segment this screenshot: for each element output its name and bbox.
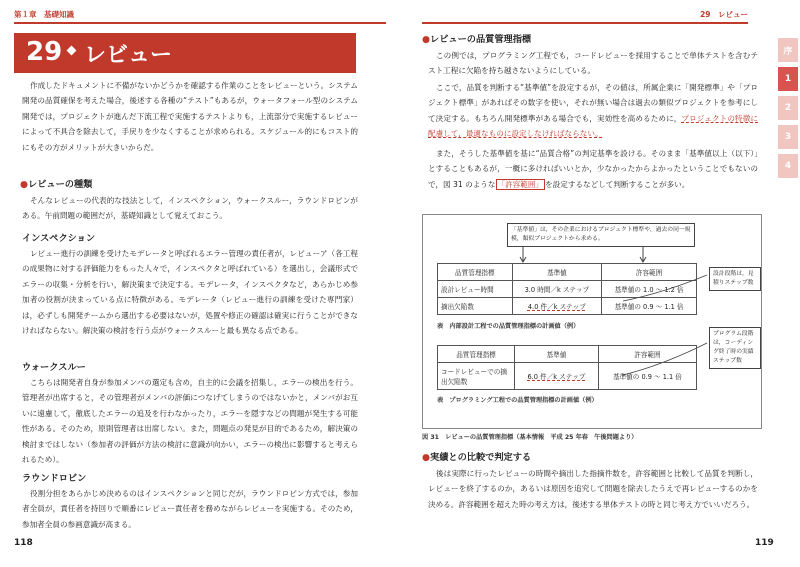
side-tab-4[interactable]: 4 — [778, 154, 798, 178]
table-cell: 摘出欠陥数 — [438, 298, 513, 315]
table-cell: 設計レビュー時間 — [438, 281, 513, 298]
table-header-cell: 品質管理指標 — [438, 264, 513, 281]
side-tabs — [778, 38, 798, 178]
highlight-text: プロジェクトの特徴に配慮して，最適なものに設定しなければならない。 — [428, 113, 758, 139]
header-rule — [422, 22, 748, 24]
table-row — [438, 363, 697, 390]
table-header-cell: 許容範囲 — [602, 264, 697, 281]
inspection-paragraph: レビュー進行の訓練を受けたモデレータと呼ばれるエラー管理の責任者が，レビューア（各工程の成果物に対する評価能力をもった人々で，インスペクタと呼ばれている）を選出し，会議形式でエラーの収集・分析を行い，解決策まで決定する。モデレータ，インスペクタなど，あらかじめ参加者の役割が決まっている点に特徴がある。モデレータ（レビュー進行の訓練を受けた専門家）は，必ずしも開発チームから選出する必要はないが，処置や修正の確認は確実に行うことができなければならない。解決策の検討を行う点がウォークスルーと最も異なる点である。 — [22, 249, 358, 336]
table-cell: コードレビューでの摘出欠陥数 — [438, 363, 515, 390]
table-cell: 基準値の 0.9 〜 1.1 倍 — [598, 363, 696, 390]
subheading-inspection: インスペクション — [22, 233, 96, 244]
side-tab-1[interactable]: 1 — [778, 67, 798, 91]
right-page — [400, 0, 800, 567]
section-heading-compare: ●実績との比較で判定する — [422, 452, 532, 463]
table-header-row — [438, 346, 697, 363]
quality-paragraph-1: この例では，プログラミング工程でも，コードレビューを採用することで単体テストを含むテスト工程に欠陥を持ち越さないようにしている。 — [428, 51, 758, 76]
quality-paragraph-3: また，そうした基準値を基に“品質合格”の判定基準を設ける。そのまま「基準値以上（以下）」とすることもあるが，一概に多ければいいとか，少なかったからよかったということでもないので，図 31 のような 「許容範囲」 を設定するなどして判断することが多い。 — [428, 149, 758, 189]
table1-caption: 表 内部設計工程での品質管理指標の計画値（例） — [437, 323, 580, 330]
walkthrough-paragraph: こちらは開発者自身が参加メンバの選定も含め，自主的に会議を招集し，エラーの検出を行う。管理者が出席すると，その管理者がメンバの評価につなげてしまうのではないかと，メンバがお互いに遠慮して，徹底したエラーの追及を行わなかったり，エラーを隠すなどの問題が発生する可能性がある。そのため，原則管理者は出席しない。また，問題点の発見が目的であるため，解決策の検討まではしない（参加者の評価が方法の検討に意識が向かい，エラーの検出に影響すると考えられるため）。 — [22, 378, 358, 465]
table-programming — [437, 345, 697, 390]
page-number-left: 118 — [14, 538, 33, 548]
running-header-left: 第１章 基礎知識 — [14, 10, 74, 19]
bullet-dot-icon: ● — [422, 452, 431, 463]
table-header-cell: 基準値 — [515, 346, 599, 363]
running-header-right: 29 レビュー — [700, 10, 748, 19]
side-tab-preface[interactable]: 序 — [778, 38, 798, 62]
side-tab-2[interactable]: 2 — [778, 96, 798, 120]
table-cell: 基準値の 0.9 〜 1.1 倍 — [602, 298, 697, 315]
subheading-walkthrough: ウォークスルー — [22, 362, 86, 373]
table-cell: 6.0 件／k ステップ — [515, 363, 599, 390]
chapter-title: レビュー — [84, 43, 173, 68]
intro-paragraph: 作成したドキュメントに不備がないかどうかを確認する作業のことをレビューという。システム開発の品質確保を考えた場合，後述する各種の“テスト”もあるが，ウォータフォール型のシステム開発では，プロジェクトが進んだ下流工程で実施するテストよりも，上流部分で実施するレビューによって不具合を除去して，手戻りを少なくすることが求められる。スケジュール的にもコスト的にもその方がメリットが大きいからだ。 — [22, 81, 358, 152]
header-rule — [14, 22, 386, 24]
roundrobin-paragraph: 役割分担をあらかじめ決めるのはインスペクションと同じだが，ラウンドロビン方式では，参加者全員が，責任者を持回りで順番にレビュー責任者を務めながらレビューを実施する。そのため，参加者全員の参画意識が高まる。 — [22, 489, 358, 529]
quality-paragraph-2: ここで，品質を判断する“基準値”を設定するが，その値は，所属企業に「開発標準」や「プロジェクト標準」があればその数字を使い，それが無い場合は過去の類似プロジェクトを参考にして決定する。もちろん開発標準がある場合でも，実効性を高めるために，プロジェクトの特徴に配慮して，最適なものに設定しなければならない。 — [428, 83, 758, 139]
types-paragraph: そんなレビューの代表的な技法として，インスペクション，ウォークスルー，ラウンドロビンがある。午前問題の範囲だが，基礎知識として覚えておこう。 — [22, 196, 358, 221]
figure-caption: 図 31 レビューの品質管理指標（基本情報 平成 25 年春 午後問題より） — [422, 434, 638, 441]
section-heading-quality-indicators: ●レビューの品質管理指標 — [422, 34, 532, 45]
compare-paragraph: 後は実際に行ったレビューの時間や摘出した指摘件数を，許容範囲と比較して品質を判断し，レビューを終了するのか，あるいは原因を追究して問題を除去したうえで再レビューするのかを決める。許容範囲を超えた時の考え方は，後述する単体テストの時と同じ考え方でいいだろう。 — [428, 469, 758, 509]
bullet-dot-icon: ● — [422, 34, 431, 45]
table-header-cell: 品質管理指標 — [438, 346, 515, 363]
chapter-number: 29 — [26, 37, 63, 67]
subheading-roundrobin: ラウンドロビン — [22, 473, 87, 484]
table-header-cell: 基準値 — [512, 264, 601, 281]
table1-side-note: 設計段階は，見積りステップ数 — [709, 267, 761, 291]
table-header-cell: 許容範囲 — [598, 346, 696, 363]
banner-diamond-icon — [67, 46, 77, 56]
table2-side-note: プログラム段階は，コーディング終了時の実績ステップ数 — [709, 327, 761, 369]
figure-31 — [422, 214, 762, 429]
boxed-term: 「許容範囲」 — [497, 179, 544, 189]
table-cell: 3.0 時間／k ステップ — [512, 281, 601, 298]
page-number-right: 119 — [755, 538, 774, 548]
figure-top-note: 「基準値」は，その企業におけるプロジェクト標準や，過去の同一規模，類似プロジェクトから求める。 — [507, 223, 695, 247]
table-cell: 4.0 件／k ステップ — [512, 298, 601, 315]
bullet-dot-icon: ● — [20, 179, 29, 190]
table2-caption: 表 プログラミング工程での品質管理指標の計画値（例） — [437, 397, 598, 404]
section-heading-review-types: ●レビューの種類 — [20, 179, 93, 190]
table-cell: 基準値の 1.0 〜 1.2 倍 — [602, 281, 697, 298]
side-tab-3[interactable]: 3 — [778, 125, 798, 149]
chapter-banner — [14, 33, 356, 73]
